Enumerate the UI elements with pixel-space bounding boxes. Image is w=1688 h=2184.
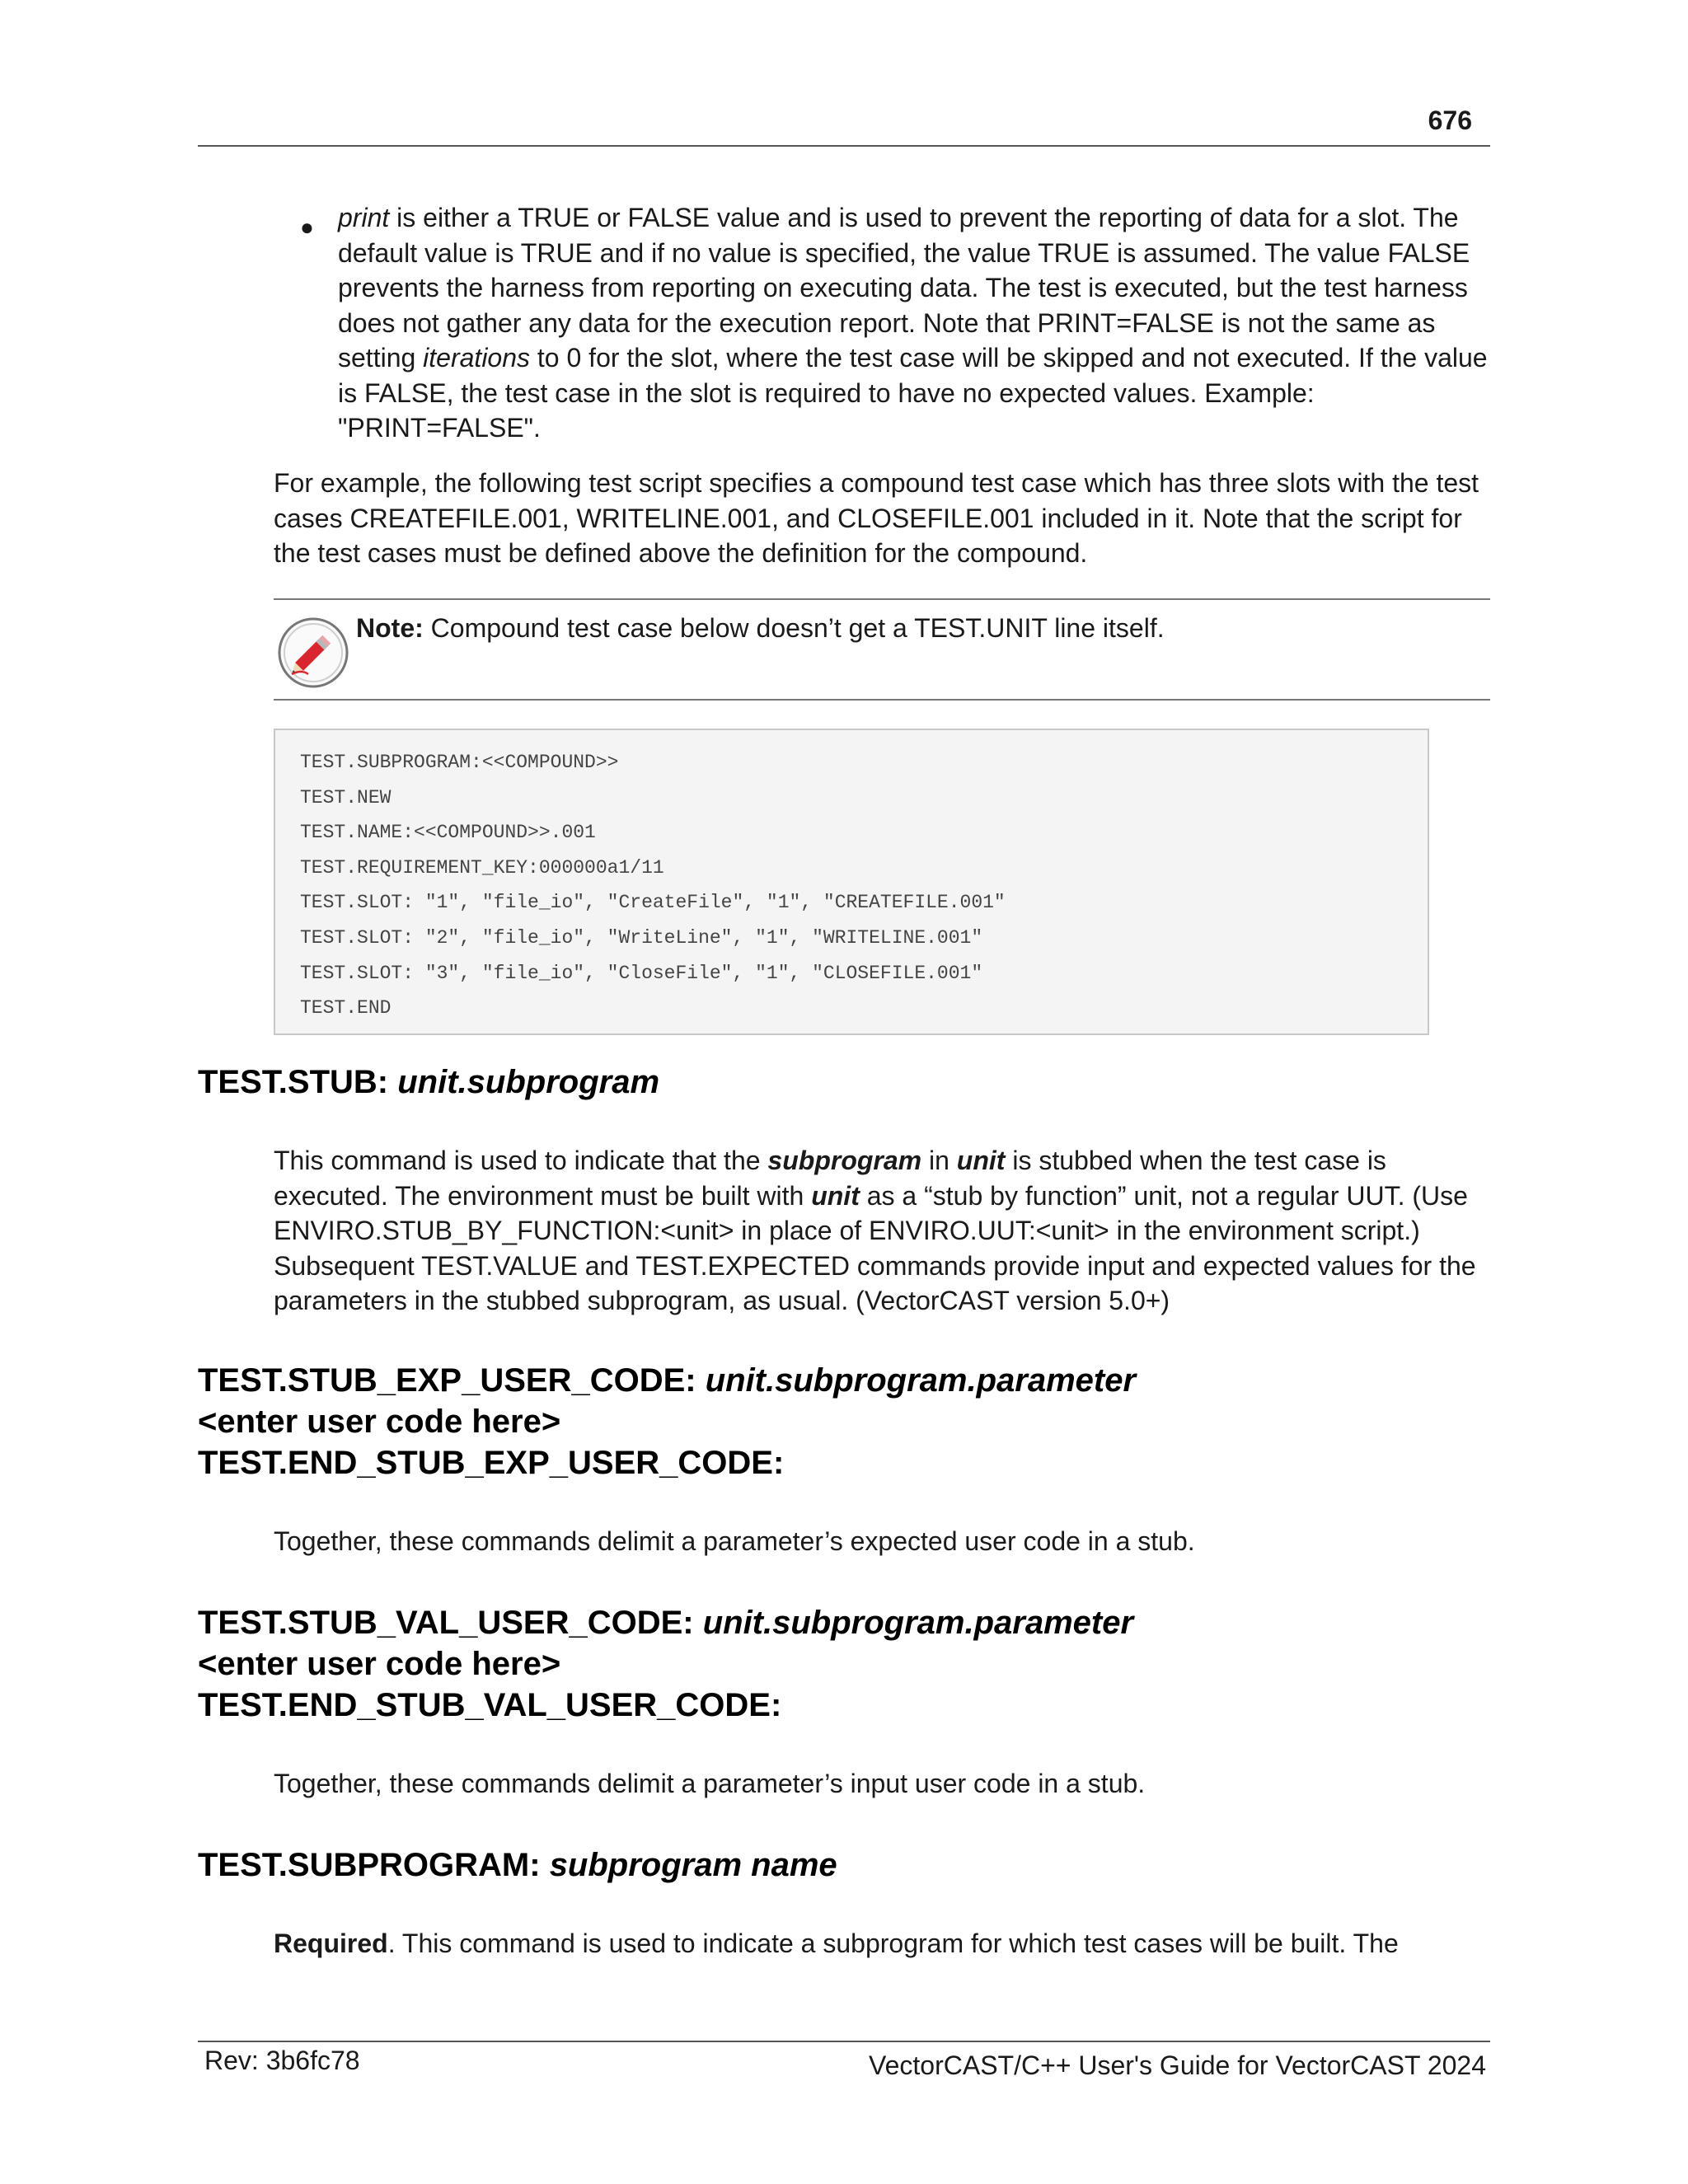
code-lines — [300, 745, 1006, 1026]
note-top-rule — [274, 598, 1490, 600]
footer-guide-title: VectorCAST/C++ User's Guide for VectorCAST 2024 — [869, 2050, 1486, 2080]
subprogram-text: . This command is used to indicate a subprogram for which test cases will be built. The — [387, 1929, 1399, 1958]
heading-line-2: <enter user code here> — [198, 1646, 561, 1682]
heading-argument: unit.subprogram — [397, 1064, 660, 1100]
code-line: TEST.NEW — [300, 786, 392, 808]
note-body: Compound test case below doesn’t get a TEST.UNIT line itself. — [423, 613, 1165, 643]
exp-paragraph: Together, these commands delimit a parameter’s expected user code in a stub. — [274, 1526, 1195, 1556]
heading-argument: unit.subprogram.parameter — [705, 1362, 1137, 1399]
heading-command: TEST.STUB_EXP_USER_CODE: — [198, 1362, 706, 1399]
code-line: TEST.SUBPROGRAM:<<COMPOUND>> — [300, 752, 619, 773]
stub-text-c: is stubbed when the test case is executed. The environment must be built with — [274, 1146, 1386, 1211]
subprogram-paragraph — [274, 1926, 1489, 1961]
code-block — [274, 729, 1429, 1035]
stub-term-unit-2: unit — [811, 1180, 860, 1211]
code-line: TEST.REQUIREMENT_KEY:000000a1/11 — [300, 856, 664, 879]
footer-rule — [198, 2041, 1490, 2042]
code-line: TEST.SLOT: "2", "file_io", "WriteLine", "1", "WRITELINE.001" — [300, 926, 983, 949]
stub-term-subprogram: subprogram — [767, 1146, 922, 1175]
heading-stub-val-user-code — [198, 1602, 1133, 1726]
note-label: Note: — [356, 613, 424, 643]
bullet-text-part-2: to 0 for the slot, where the test case will be skipped and not executed. If the value is FALSE, the test case in the slot is required to have no expected values. Example: "PRINT=FALSE". — [338, 343, 1488, 443]
heading-line-2: <enter user code here> — [198, 1404, 561, 1440]
code-line: TEST.SLOT: "3", "file_io", "CloseFile", "1", "CLOSEFILE.001" — [300, 962, 983, 984]
page-number: 676 — [1428, 105, 1472, 135]
code-line: TEST.SLOT: "1", "file_io", "CreateFile", "1", "CREATEFILE.001" — [300, 892, 1006, 914]
stub-text-b: in — [921, 1146, 957, 1175]
code-line: TEST.END — [300, 997, 392, 1019]
example-paragraph: For example, the following test script specifies a compound test case which has three slots with the test cases CREATEFILE.001, WRITELINE.001, and CLOSEFILE.001 included in it. Note that the script for the test cases must be defined above the definition for the compound. — [274, 468, 1479, 568]
footer-revision: Rev: 3b6fc78 — [204, 2046, 360, 2075]
bullet-dot: ● — [300, 214, 314, 240]
code-line: TEST.NAME:<<COMPOUND>>.001 — [300, 822, 596, 844]
note-text — [356, 611, 1165, 646]
note-bottom-rule — [274, 699, 1490, 701]
stub-text-a: This command is used to indicate that the — [274, 1146, 768, 1175]
heading-argument: subprogram name — [549, 1847, 837, 1883]
stub-term-unit: unit — [956, 1146, 1006, 1175]
header-rule — [198, 145, 1490, 147]
heading-command: TEST.STUB: — [198, 1064, 398, 1100]
required-label: Required — [274, 1929, 388, 1958]
term-print: print — [338, 203, 390, 232]
heading-test-subprogram — [198, 1844, 837, 1886]
bullet-text — [338, 200, 1492, 446]
term-iterations: iterations — [423, 343, 531, 373]
heading-command: TEST.STUB_VAL_USER_CODE: — [198, 1605, 703, 1641]
heading-test-stub — [198, 1062, 659, 1103]
bullet-text-part-1: is either a TRUE or FALSE value and is used to prevent the reporting of data for a slot. The default value is TRUE and if no value is specified, the value TRUE is assumed. The value FALSE prevents the harness from reporting on executing data. The test is executed, but the test harness does not gather any data for the execution report. Note that PRINT=FALSE is not the same as setting — [338, 203, 1470, 373]
heading-argument: unit.subprogram.parameter — [702, 1605, 1134, 1641]
stub-text-d: as a “stub by function” unit, not a regular UUT. (Use ENVIRO.STUB_BY_FUNCTION:<unit> in place of ENVIRO.UUT:<unit> in the environment script.) Subsequent TEST.VALUE and TEST.EXPECTED commands provide input and expected values for the parameters in the stubbed subprogram, as usual. (VectorCAST version 5.0+) — [274, 1180, 1476, 1315]
stub-paragraph — [274, 1143, 1489, 1319]
heading-command: TEST.SUBPROGRAM: — [198, 1847, 550, 1883]
heading-stub-exp-user-code — [198, 1360, 1136, 1483]
heading-line-3: TEST.END_STUB_VAL_USER_CODE: — [198, 1687, 782, 1723]
pencil-icon — [277, 616, 349, 689]
val-paragraph: Together, these commands delimit a parameter’s input user code in a stub. — [274, 1769, 1146, 1798]
heading-line-3: TEST.END_STUB_EXP_USER_CODE: — [198, 1445, 785, 1481]
